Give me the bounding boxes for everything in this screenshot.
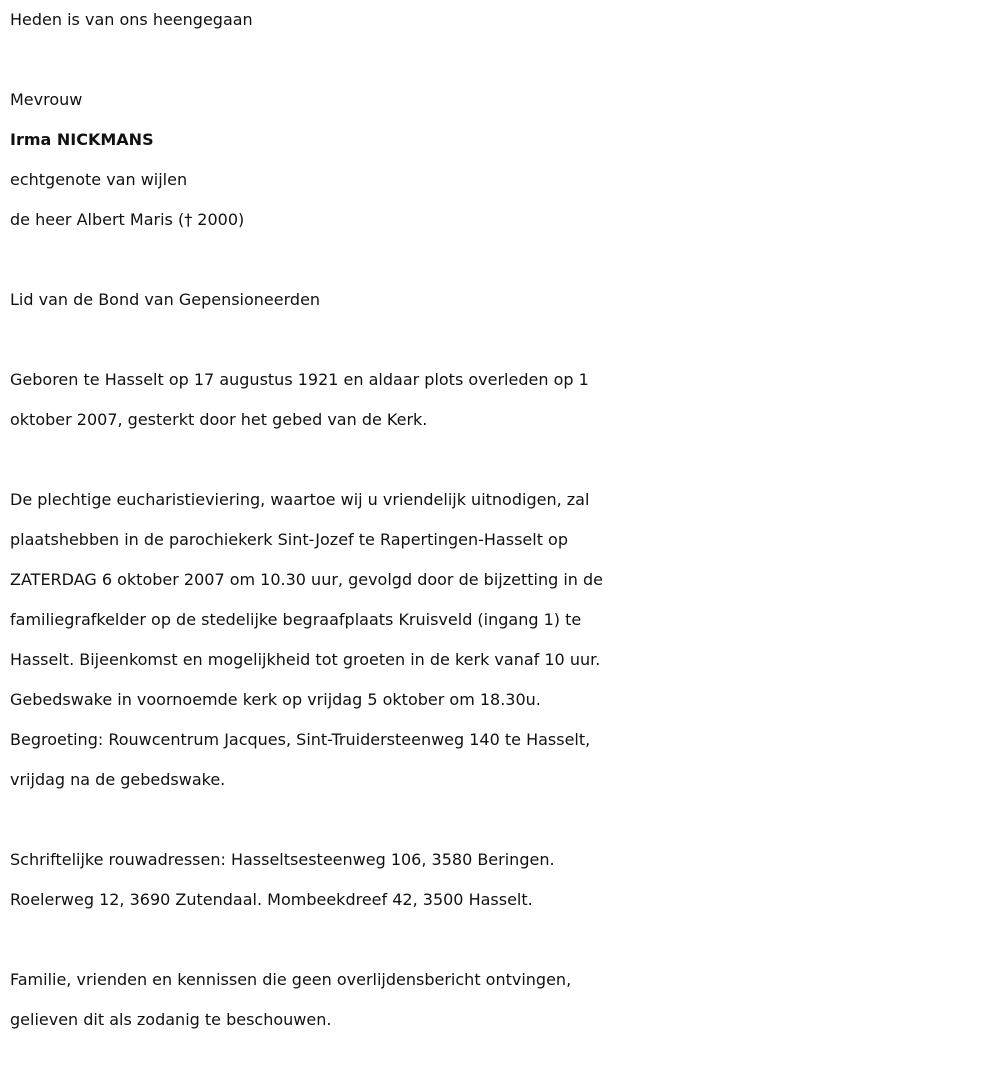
deceased-name: Irma NICKMANS — [10, 130, 154, 149]
relation-line-2: de heer Albert Maris († 2000) — [10, 210, 245, 229]
paragraph-line: Hasselt. Bijeenkomst en mogelijkheid tot groeten in de kerk vanaf 10 uur. — [10, 650, 601, 669]
intro-line: Heden is van ons heengegaan — [10, 10, 253, 29]
paragraph-line: vrijdag na de gebedswake. — [10, 770, 226, 789]
salutation: Mevrouw — [10, 90, 83, 109]
spacer — [10, 240, 995, 280]
paragraph-line: Begroeting: Rouwcentrum Jacques, Sint-Truidersteenweg 140 te Hasselt, — [10, 730, 591, 749]
paragraph-line: ZATERDAG 6 oktober 2007 om 10.30 uur, gevolgd door de bijzetting in de — [10, 570, 604, 589]
birth-death-paragraph — [10, 360, 995, 440]
spacer — [10, 920, 995, 960]
paragraph-line: familiegrafkelder op de stedelijke begraafplaats Kruisveld (ingang 1) te — [10, 610, 582, 629]
closing-paragraph — [10, 960, 995, 1040]
addresses-paragraph — [10, 840, 995, 920]
spacer — [10, 320, 995, 360]
paragraph-line: gelieven dit als zodanig te beschouwen. — [10, 1010, 332, 1029]
paragraph-line: oktober 2007, gesterkt door het gebed van de Kerk. — [10, 410, 428, 429]
paragraph-line: plaatshebben in de parochiekerk Sint-Jozef te Rapertingen-Hasselt op — [10, 530, 568, 549]
paragraph-line: Familie, vrienden en kennissen die geen overlijdensbericht ontvingen, — [10, 970, 572, 989]
paragraph-line: De plechtige eucharistieviering, waartoe wij u vriendelijk uitnodigen, zal — [10, 490, 590, 509]
paragraph-line: Roelerweg 12, 3690 Zutendaal. Mombeekdreef 42, 3500 Hasselt. — [10, 890, 533, 909]
paragraph-line: Schriftelijke rouwadressen: Hasseltsesteenweg 106, 3580 Beringen. — [10, 850, 555, 869]
ceremony-paragraph — [10, 480, 995, 800]
spacer — [10, 800, 995, 840]
membership-line: Lid van de Bond van Gepensioneerden — [10, 290, 321, 309]
spacer — [10, 440, 995, 480]
relation-line-1: echtgenote van wijlen — [10, 170, 188, 189]
spacer — [10, 40, 995, 80]
obituary-notice — [10, 0, 995, 1040]
paragraph-line: Geboren te Hasselt op 17 augustus 1921 en aldaar plots overleden op 1 — [10, 370, 589, 389]
paragraph-line: Gebedswake in voornoemde kerk op vrijdag 5 oktober om 18.30u. — [10, 690, 541, 709]
